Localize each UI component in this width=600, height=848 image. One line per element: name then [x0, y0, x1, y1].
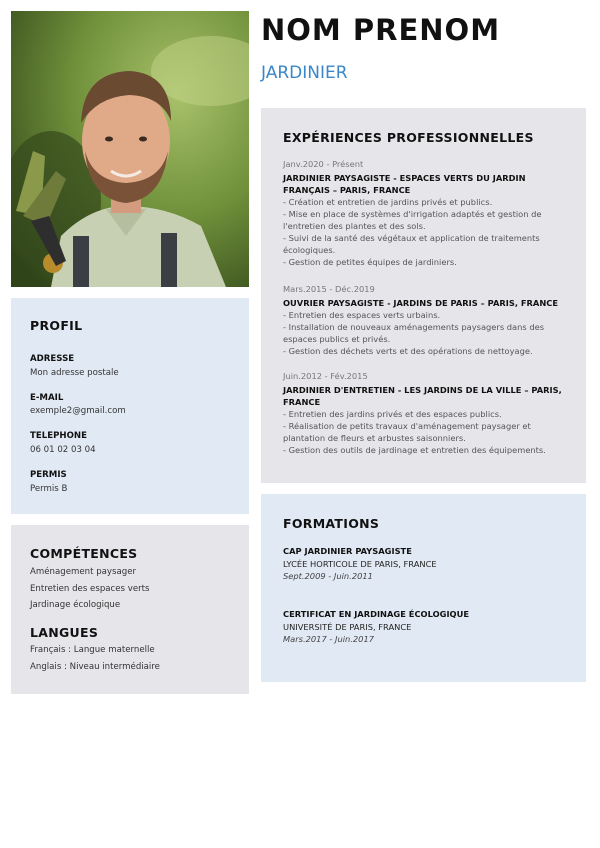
skill-item: Aménagement paysager	[30, 567, 137, 577]
experience-task: - Gestion de petites équipes de jardiniers.	[283, 257, 457, 267]
email-label: E-MAIL	[30, 393, 64, 403]
experience-task: l'entretien des plantes et des sols.	[283, 221, 426, 231]
experience-role: JARDINIER PAYSAGISTE - ESPACES VERTS DU JARDIN	[283, 173, 526, 183]
skill-item: Jardinage écologique	[30, 600, 121, 610]
profile-title: PROFIL	[30, 318, 83, 333]
job-title: JARDINIER	[261, 63, 348, 83]
experience-panel	[261, 108, 586, 483]
experience-task: - Gestion des déchets verts et des opérations de nettoyage.	[283, 346, 533, 356]
skills-panel	[11, 525, 249, 694]
education-panel	[261, 494, 586, 682]
email-value: exemple2@gmail.com	[30, 406, 126, 416]
experience-date: Juin.2012 - Fév.2015	[283, 371, 368, 381]
education-title: FORMATIONS	[283, 516, 380, 531]
experience-task: - Entretien des jardins privés et des espaces publics.	[283, 409, 502, 419]
skill-item: Entretien des espaces verts	[30, 584, 150, 594]
education-date: Mars.2017 - Juin.2017	[283, 634, 375, 644]
license-label: PERMIS	[30, 470, 67, 480]
experience-task: plantation de fleurs et arbustes saisonniers.	[283, 433, 466, 443]
experience-role: FRANCE	[283, 397, 321, 407]
experience-role: FRANÇAIS – PARIS, FRANCE	[283, 185, 411, 195]
experience-task: - Réalisation de petits travaux d'aménagement paysager et	[283, 421, 531, 431]
address-label: ADRESSE	[30, 354, 75, 364]
education-school: UNIVERSITÉ DE PARIS, FRANCE	[283, 622, 412, 632]
education-item	[283, 608, 469, 644]
experience-date: Mars.2015 - Déc.2019	[283, 284, 375, 294]
experience-task: - Gestion des outils de jardinage et entretien des équipements.	[283, 445, 546, 455]
phone-value: 06 01 02 03 04	[30, 445, 96, 455]
profile-panel	[11, 298, 249, 514]
license-value: Permis B	[30, 484, 68, 494]
portrait-image	[11, 11, 249, 287]
experience-title: EXPÉRIENCES PROFESSIONNELLES	[283, 130, 534, 145]
experience-role: JARDINIER D'ENTRETIEN - LES JARDINS DE LA VILLE – PARIS,	[283, 385, 562, 395]
experience-task: - Mise en place de systèmes d'irrigation adaptés et gestion de	[283, 209, 542, 219]
experience-item	[283, 371, 573, 456]
experience-task: écologiques.	[283, 245, 336, 255]
language-item: Anglais : Niveau intermédiaire	[30, 662, 160, 672]
experience-item	[283, 159, 573, 268]
candidate-name: NOM PRENOM	[261, 13, 501, 47]
education-degree: CAP JARDINIER PAYSAGISTE	[283, 546, 412, 556]
phone-label: TELEPHONE	[30, 431, 87, 441]
education-date: Sept.2009 - Juin.2011	[283, 571, 373, 581]
languages-title: LANGUES	[30, 625, 99, 640]
experience-date: Janv.2020 - Présent	[283, 159, 364, 169]
experience-task: - Suivi de la santé des végétaux et application de traitements	[283, 233, 540, 243]
education-school: LYCÉE HORTICOLE DE PARIS, FRANCE	[283, 559, 437, 569]
profile-photo	[11, 11, 249, 287]
address-value: Mon adresse postale	[30, 368, 119, 378]
experience-role: OUVRIER PAYSAGISTE - JARDINS DE PARIS – PARIS, FRANCE	[283, 298, 559, 308]
education-degree: CERTIFICAT EN JARDINAGE ÉCOLOGIQUE	[283, 609, 469, 619]
experience-task: - Création et entretien de jardins privés et publics.	[283, 197, 493, 207]
education-item	[283, 545, 437, 581]
experience-task: espaces publics et privés.	[283, 334, 391, 344]
language-item: Français : Langue maternelle	[30, 645, 155, 655]
experience-task: - Installation de nouveaux aménagements paysagers dans des	[283, 322, 545, 332]
experience-item	[283, 284, 573, 357]
experience-task: - Entretien des espaces verts urbains.	[283, 310, 441, 320]
skills-title: COMPÉTENCES	[30, 546, 138, 561]
